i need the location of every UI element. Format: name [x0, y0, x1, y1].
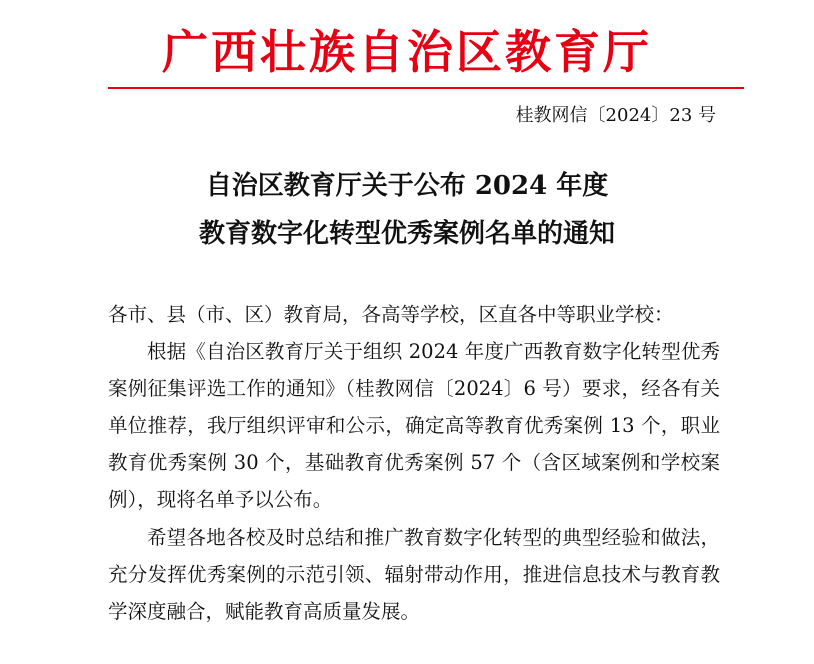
- document-title-line-2: 教育数字化转型优秀案例名单的通知: [198, 219, 615, 249]
- body-paragraph-1: 根据《自治区教育厅关于组织 2024 年度广西教育数字化转型优秀案例征集评选工作的通知》（桂教网信〔2024〕6 号）要求，经各有关单位推荐，我厅组织评审和公示，确定高等教育优秀案例 13 个，职业教育优秀案例 30 个，基础教育优秀案例 57 个（含区域案例和学校案例），现将名单予以公布。: [108, 340, 720, 511]
- body-paragraph-2: 希望各地各校及时总结和推广教育数字化转型的典型经验和做法，充分发挥优秀案例的示范引领、辐射带动作用，推进信息技术与教育教学深度融合，赋能教育高质量发展。: [108, 526, 720, 623]
- document-number: 桂教网信〔2024〕23 号: [515, 105, 716, 126]
- red-header-divider: [108, 87, 744, 89]
- issuing-authority-header: 广西壮族自治区教育厅: [162, 25, 652, 79]
- salutation: 各市、县（市、区）教育局，各高等学校，区直各中等职业学校：: [108, 303, 674, 326]
- document-title-line-1: 自治区教育厅关于公布 2024 年度: [205, 171, 609, 201]
